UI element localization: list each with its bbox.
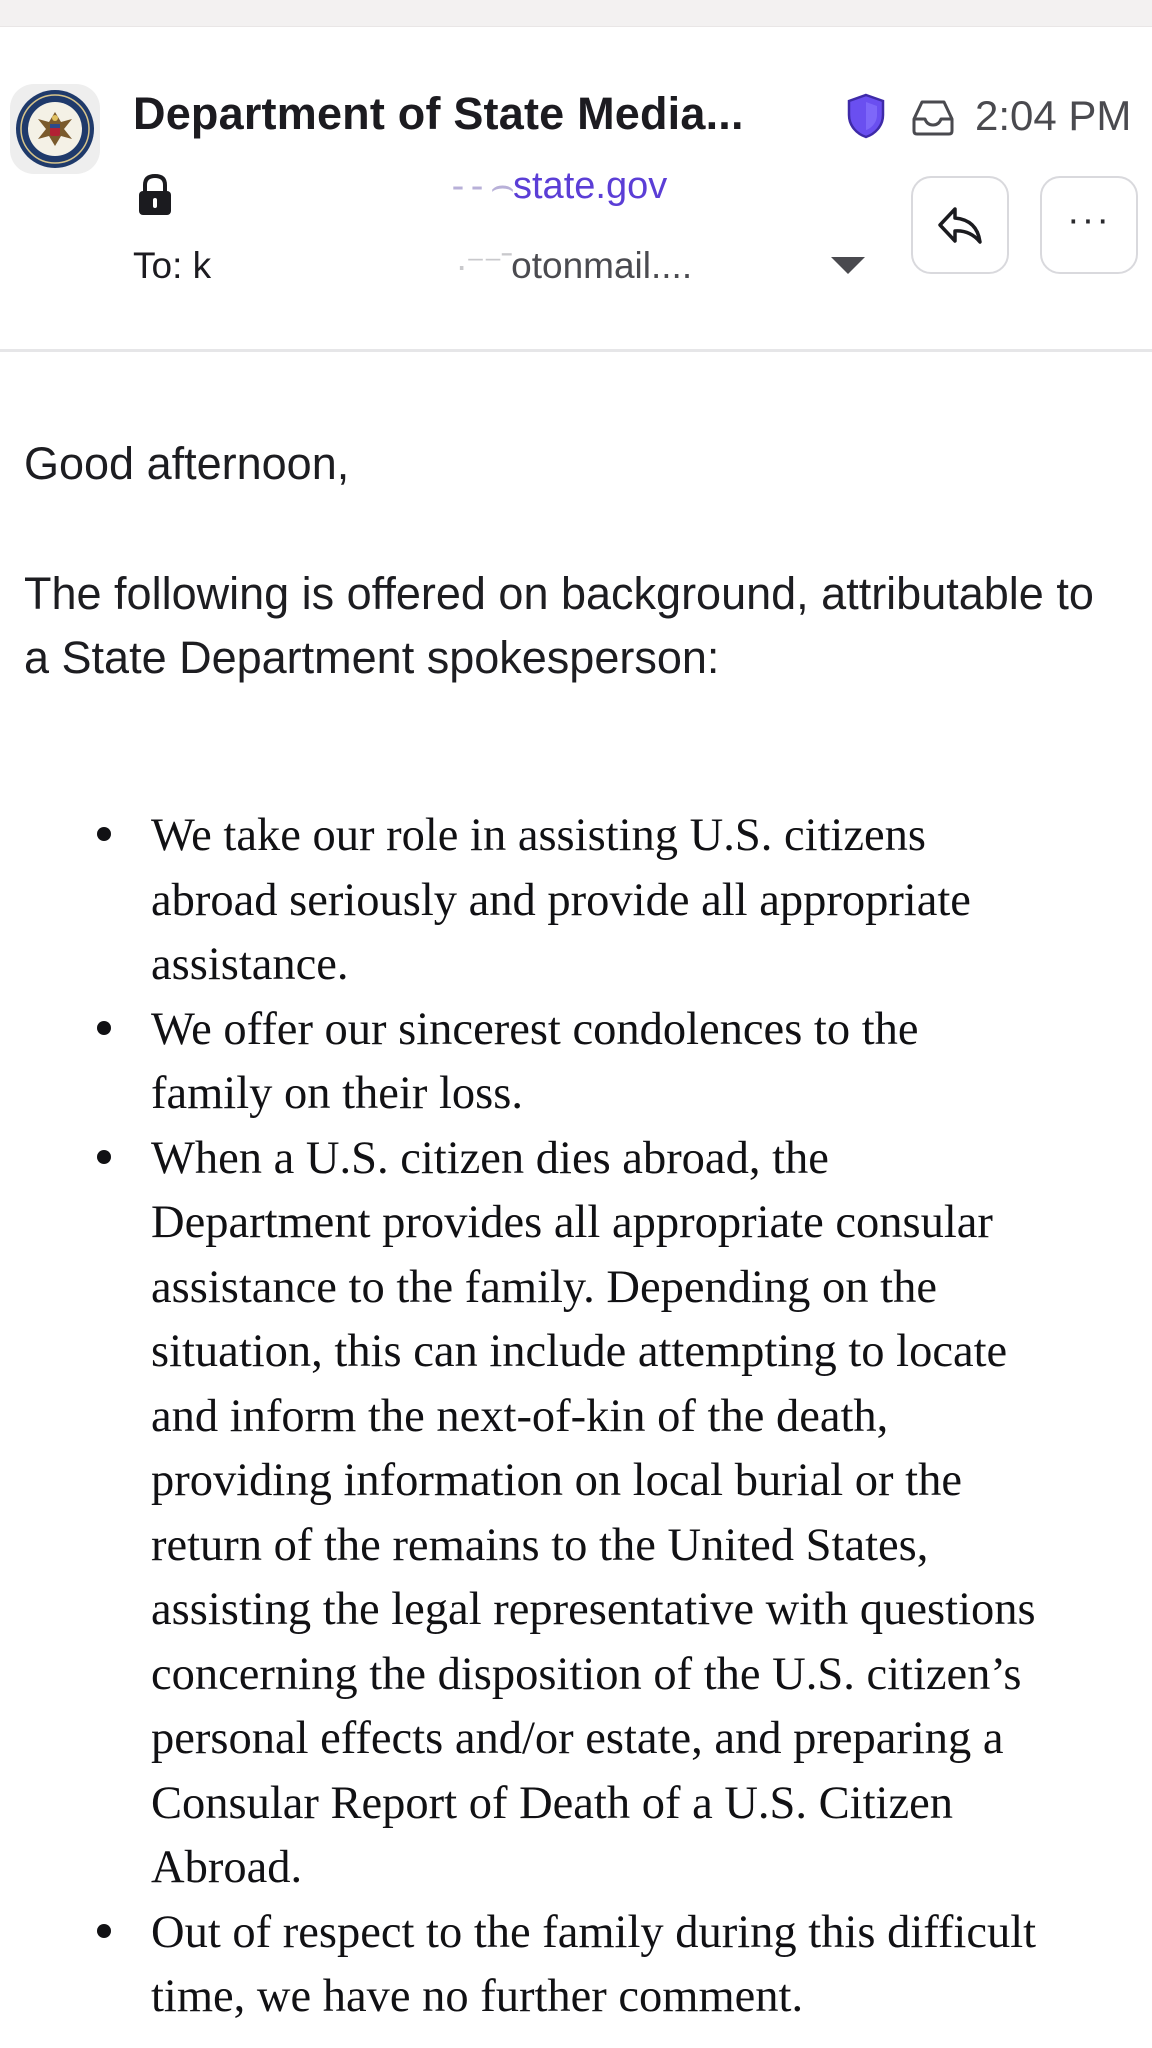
sender-name[interactable]: Department of State Media...: [133, 88, 744, 139]
inbox-icon: [910, 97, 956, 137]
to-label: To:: [133, 245, 183, 286]
bullet-dot: [97, 1924, 111, 1938]
list-item-text: We take our role in assisting U.S. citizens abroad seriously and provide all appropriate assistance.: [151, 810, 971, 990]
top-strip: [0, 0, 1152, 27]
received-time: 2:04 PM: [975, 92, 1132, 139]
list-item-text: We offer our sincerest condolences to the family on their loss.: [151, 1003, 919, 1119]
chevron-down-icon[interactable]: [828, 254, 868, 276]
list-item: [0, 1127, 1152, 1901]
list-item: [0, 804, 1152, 998]
message-body: [0, 352, 1152, 2048]
greeting: Good afternoon,: [24, 438, 350, 489]
list-item-text: Out of respect to the family during this difficult time, we have no further comment.: [151, 1906, 1037, 2022]
lock-icon: [134, 173, 176, 217]
statement-list: [0, 804, 1152, 2030]
more-icon: ···: [1067, 199, 1111, 241]
list-item-text: When a U.S. citizen dies abroad, the Department provides all appropriate consular assistance to the family. Depending on the situation, this can include attempting to locate and inform the next-of-kin of the death, providing information on local burial or the return of the remains to the United States, assisting the legal representative with questions concerning the disposition of the U.S. citizen’s personal effects and/or estate, and preparing a Consular Report of Death of a U.S. Citizen Abroad.: [151, 1132, 1036, 1893]
department-of-state-seal-icon: [14, 88, 96, 170]
bullet-dot: [97, 1021, 111, 1035]
recipient-initial: k: [192, 245, 212, 286]
reply-icon: [936, 204, 984, 246]
more-button[interactable]: [1040, 176, 1138, 274]
recipient-row[interactable]: [133, 244, 692, 287]
sender-email[interactable]: [195, 165, 667, 208]
reply-button[interactable]: [911, 176, 1009, 274]
bullet-dot: [97, 1150, 111, 1164]
shield-icon[interactable]: [845, 93, 887, 139]
sender-avatar[interactable]: [10, 84, 100, 174]
list-item: [0, 998, 1152, 1127]
sender-email-domain: state.gov: [513, 165, 668, 207]
intro-paragraph: The following is offered on background, attributable to a State Department spokesperson:: [24, 568, 1094, 683]
sender-email-redacted: - - ⌢: [451, 165, 513, 207]
recipient-domain: otonmail....: [511, 245, 693, 286]
recipient-redacted: ·⁻⁻ˉ: [455, 245, 512, 286]
bullet-dot: [97, 827, 111, 841]
list-item: [0, 1901, 1152, 2030]
